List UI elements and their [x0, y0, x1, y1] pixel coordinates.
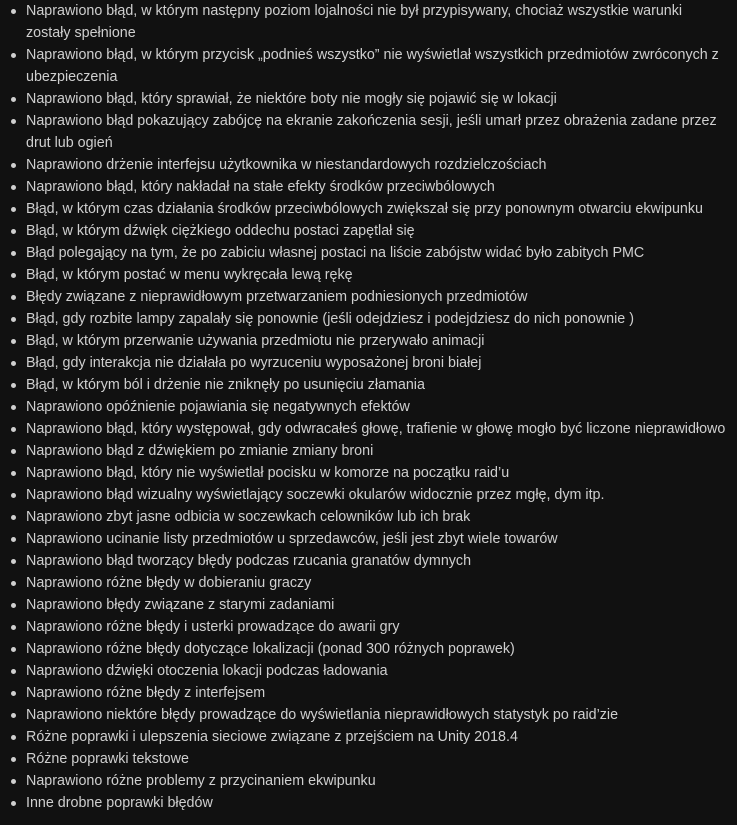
list-item: Błąd, w którym ból i drżenie nie zniknęły po usunięciu złamania — [26, 374, 729, 396]
list-item: Naprawiono błąd z dźwiękiem po zmianie zmiany broni — [26, 440, 729, 462]
list-item: Naprawiono niektóre błędy prowadzące do wyświetlania nieprawidłowych statystyk po raid’zie — [26, 704, 729, 726]
list-item: Błąd, gdy interakcja nie działała po wyrzuceniu wyposażonej broni białej — [26, 352, 729, 374]
list-item: Naprawiono błąd pokazujący zabójcę na ekranie zakończenia sesji, jeśli umarł przez obrażenia zadane przez drut lub ogień — [26, 110, 729, 154]
list-item: Błędy związane z nieprawidłowym przetwarzaniem podniesionych przedmiotów — [26, 286, 729, 308]
list-item: Błąd, w którym dźwięk ciężkiego oddechu postaci zapętlał się — [26, 220, 729, 242]
list-item: Naprawiono ucinanie listy przedmiotów u sprzedawców, jeśli jest zbyt wiele towarów — [26, 528, 729, 550]
list-item: Błąd, w którym czas działania środków przeciwbólowych zwiększał się przy ponownym otwarciu ekwipunku — [26, 198, 729, 220]
list-item: Naprawiono różne błędy dotyczące lokalizacji (ponad 300 różnych poprawek) — [26, 638, 729, 660]
list-item: Naprawiono różne problemy z przycinaniem ekwipunku — [26, 770, 729, 792]
list-item: Naprawiono błąd tworzący błędy podczas rzucania granatów dymnych — [26, 550, 729, 572]
list-item: Naprawiono różne błędy w dobieraniu graczy — [26, 572, 729, 594]
list-item: Naprawiono opóźnienie pojawiania się negatywnych efektów — [26, 396, 729, 418]
list-item: Różne poprawki i ulepszenia sieciowe związane z przejściem na Unity 2018.4 — [26, 726, 729, 748]
list-item: Naprawiono błędy związane z starymi zadaniami — [26, 594, 729, 616]
list-item: Naprawiono błąd, w którym przycisk „podnieś wszystko” nie wyświetlał wszystkich przedmiotów zwróconych z ubezpieczenia — [26, 44, 729, 88]
list-item: Naprawiono błąd, który sprawiał, że niektóre boty nie mogły się pojawić się w lokacji — [26, 88, 729, 110]
list-item: Naprawiono błąd, który nakładał na stałe efekty środków przeciwbólowych — [26, 176, 729, 198]
list-item: Błąd, w którym przerwanie używania przedmiotu nie przerywało animacji — [26, 330, 729, 352]
list-item: Błąd, gdy rozbite lampy zapalały się ponownie (jeśli odejdziesz i podejdziesz do nich ponownie ) — [26, 308, 729, 330]
list-item: Naprawiono drżenie interfejsu użytkownika w niestandardowych rozdzielczościach — [26, 154, 729, 176]
list-item: Błąd polegający na tym, że po zabiciu własnej postaci na liście zabójstw widać było zabitych PMC — [26, 242, 729, 264]
list-item: Naprawiono zbyt jasne odbicia w soczewkach celowników lub ich brak — [26, 506, 729, 528]
list-item: Naprawiono błąd, który występował, gdy odwracałeś głowę, trafienie w głowę mogło być liczone nieprawidłowo — [26, 418, 729, 440]
list-item: Naprawiono błąd, który nie wyświetlał pocisku w komorze na początku raid’u — [26, 462, 729, 484]
list-item: Różne poprawki tekstowe — [26, 748, 729, 770]
list-item: Naprawiono różne błędy z interfejsem — [26, 682, 729, 704]
list-item: Naprawiono błąd wizualny wyświetlający soczewki okularów widocznie przez mgłę, dym itp. — [26, 484, 729, 506]
list-item: Błąd, w którym postać w menu wykręcała lewą rękę — [26, 264, 729, 286]
list-item: Inne drobne poprawki błędów — [26, 792, 729, 814]
list-item: Naprawiono dźwięki otoczenia lokacji podczas ładowania — [26, 660, 729, 682]
list-item: Naprawiono błąd, w którym następny poziom lojalności nie był przypisywany, chociaż wszystkie warunki zostały spełnione — [26, 0, 729, 44]
list-item: Naprawiono różne błędy i usterki prowadzące do awarii gry — [26, 616, 729, 638]
